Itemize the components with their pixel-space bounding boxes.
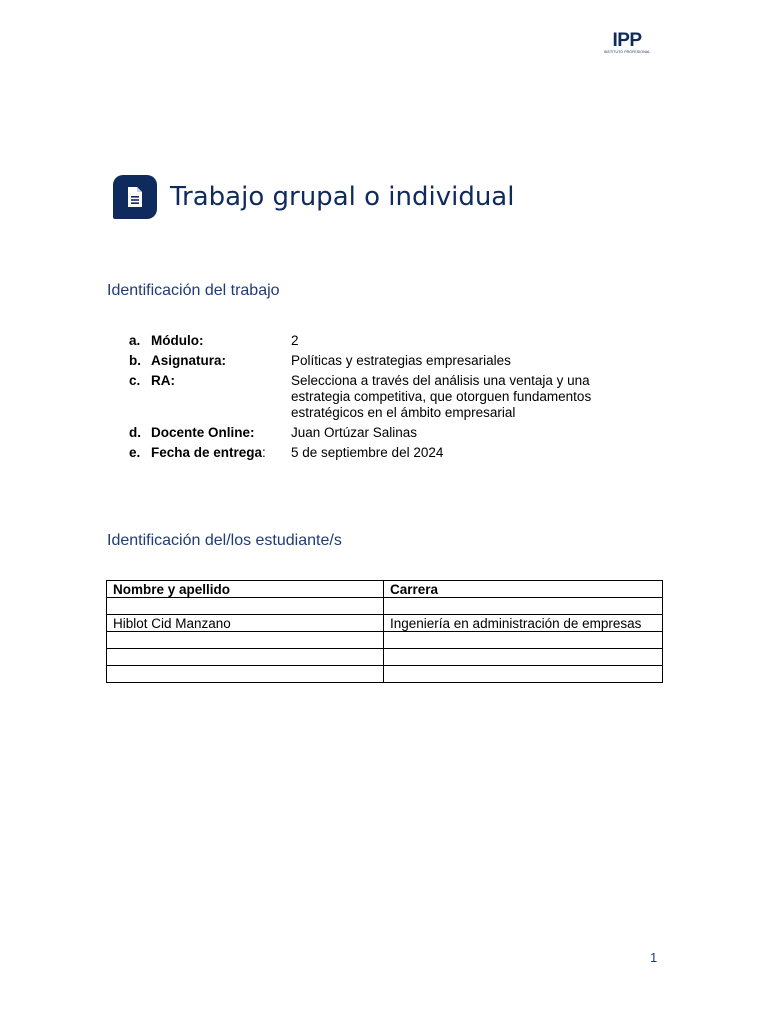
- info-row-ra: [129, 373, 609, 421]
- column-header-nombre: Nombre y apellido: [107, 581, 384, 598]
- info-letter: e.: [129, 445, 141, 460]
- logo-text: IPP: [612, 30, 642, 51]
- info-label-colon: :: [250, 425, 255, 440]
- section-heading-trabajo: Identificación del trabajo: [107, 282, 280, 299]
- info-value: Políticas y estrategias empresariales: [291, 353, 511, 368]
- work-info-list: [129, 333, 609, 465]
- table-cell: [107, 598, 384, 615]
- table-cell: Hiblot Cid Manzano: [107, 615, 384, 632]
- table-row: [107, 632, 663, 649]
- info-value: Selecciona a través del análisis una ventaja y una estrategia competitiva, que otorguen fundamentos estratégicos en el ámbito empresarial: [291, 373, 592, 420]
- table-row: [107, 598, 663, 615]
- logo-tagline: INSTITUTO PROFESIONAL: [603, 50, 651, 54]
- info-letter: b.: [129, 353, 141, 368]
- info-value: 2: [291, 333, 299, 348]
- info-letter: a.: [129, 333, 141, 348]
- info-label: [151, 373, 291, 421]
- info-row-asignatura: [129, 353, 609, 369]
- table-cell: [107, 632, 384, 649]
- table-row: [107, 649, 663, 666]
- table-row: [107, 615, 663, 632]
- info-letter: d.: [129, 425, 141, 440]
- students-table: [106, 580, 663, 683]
- info-label: [151, 353, 291, 369]
- info-label: [151, 445, 291, 461]
- ipp-logo: [603, 31, 651, 55]
- table-cell: [107, 649, 384, 666]
- info-label-colon: :: [262, 445, 266, 460]
- info-label: [151, 333, 291, 349]
- table-cell: [384, 666, 663, 683]
- page-number: 1: [650, 950, 658, 965]
- table-cell: [384, 632, 663, 649]
- info-value: Juan Ortúzar Salinas: [291, 425, 418, 440]
- info-row-fecha: [129, 445, 609, 461]
- info-label-text: Docente Online: [151, 425, 251, 440]
- title-block: [113, 175, 514, 219]
- table-row: [107, 666, 663, 683]
- page-title: Trabajo grupal o individual: [170, 182, 515, 212]
- info-label-colon: :: [170, 373, 175, 388]
- info-label-text: Fecha de entrega: [151, 445, 263, 460]
- document-icon: [113, 175, 157, 219]
- info-label-text: RA: [151, 373, 171, 388]
- table-cell: [107, 666, 384, 683]
- table-header-row: [107, 581, 663, 598]
- column-header-carrera: Carrera: [384, 581, 663, 598]
- info-row-modulo: [129, 333, 609, 349]
- info-label-text: Asignatura: [151, 353, 222, 368]
- info-value: 5 de septiembre del 2024: [291, 445, 444, 460]
- section-heading-estudiantes: Identificación del/los estudiante/s: [107, 532, 342, 549]
- table-cell: [384, 649, 663, 666]
- table-cell: Ingeniería en administración de empresas: [384, 615, 663, 632]
- info-label: [151, 425, 291, 441]
- info-label-colon: :: [198, 333, 204, 348]
- info-row-docente: [129, 425, 609, 441]
- info-letter: c.: [129, 373, 141, 388]
- info-label-text: Módulo: [151, 333, 199, 348]
- table-cell: [384, 598, 663, 615]
- info-label-colon: :: [221, 353, 227, 368]
